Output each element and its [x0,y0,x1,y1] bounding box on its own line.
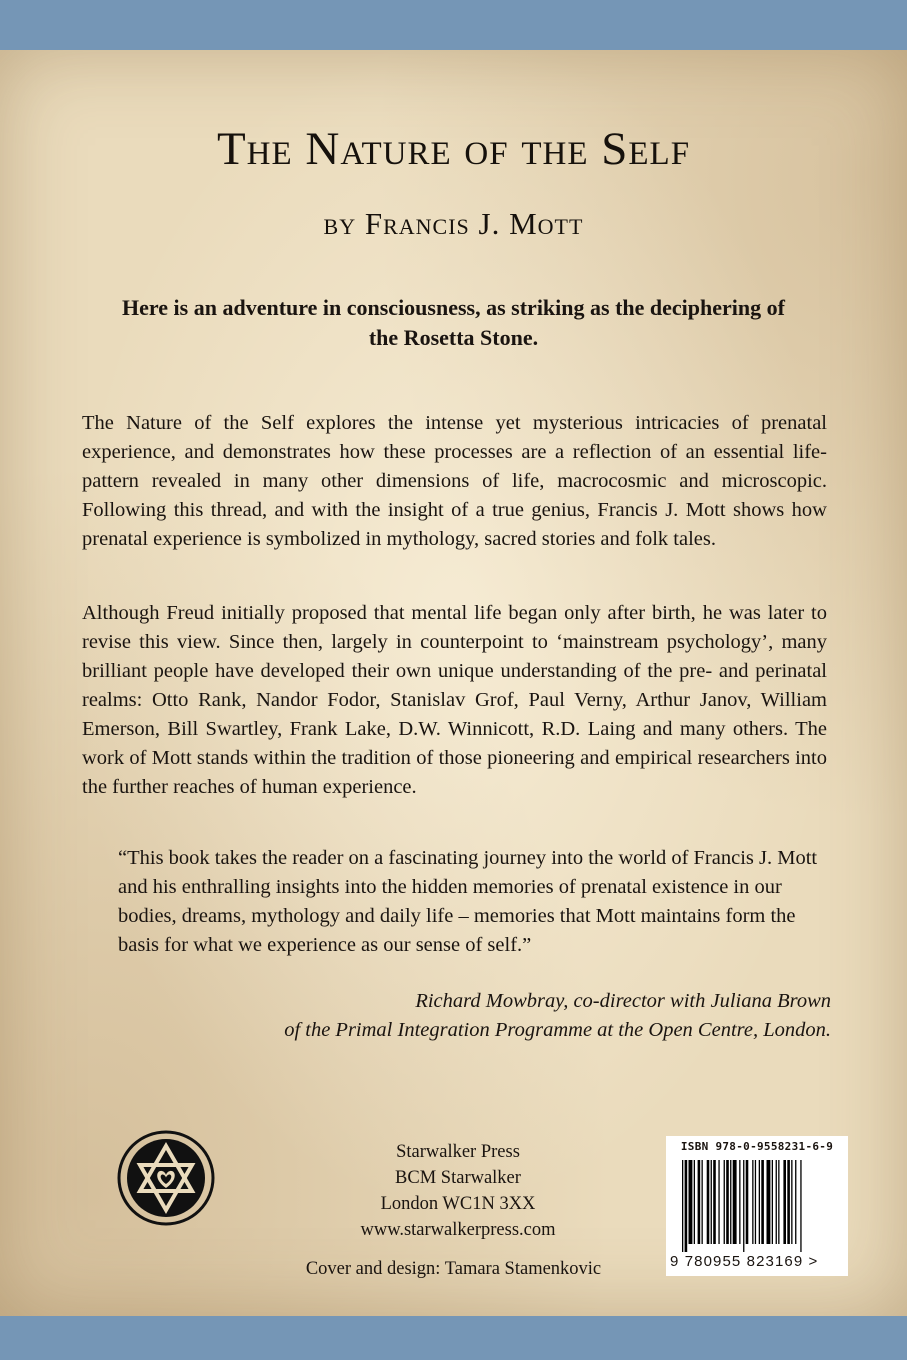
book-title: The Nature of the Self [216,123,691,175]
publisher-website[interactable]: www.starwalkerpress.com [360,1220,556,1240]
barcode-bar [800,1160,801,1252]
barcode-bar [726,1160,729,1244]
attribution-line-1: Richard Mowbray, co-director with Juliana Brown [415,990,831,1012]
description-paragraph-2: Although Freud initially proposed that mental life began only after birth, he was later to revise this view. Since then, largely in counterpoint to ‘mainstream psychology’, many brilliant people have developed their own unique understanding of the pre- and perinatal realms: Otto Rank, Nandor Fodor, Stanislav Grof, Paul Verny, Arthur Janov, William Emerson, Bill Swartley, Frank Lake, D.W. Winnicott, R.D. Laing and many others. The work of Mott stands within the tradition of those pioneering and empirical researchers into the further reaches of human experience. [82,602,827,798]
barcode-bars [680,1160,834,1252]
star-of-david-heart-emblem-icon [116,1128,216,1228]
isbn-label: ISBN 978-0-9558231-6-9 [680,1140,834,1153]
barcode-bar [733,1160,737,1244]
barcode-bar [694,1160,695,1244]
barcode-bar [776,1160,777,1244]
barcode-bar [778,1160,779,1244]
barcode-bar [795,1160,796,1244]
barcode-digits: 9 780955 823169 > [670,1253,819,1270]
barcode-bar [739,1160,740,1244]
barcode-bar [787,1160,790,1244]
endorsement-quote: “This book takes the reader on a fascinating journey into the world of Francis J. Mott and his enthralling insights into the hidden memories of prenatal existence in our bodies, dreams, mythology and daily life – memories that Mott maintains form the basis for what we experience as our sense of self.” [118,847,818,956]
publisher-block [290,1139,626,1243]
barcode-bar [718,1160,719,1244]
publisher-address-1: BCM Starwalker [395,1168,521,1188]
isbn-barcode [666,1136,848,1276]
barcode-bar [711,1160,712,1244]
attribution-line-2: of the Primal Integration Programme at the Open Centre, London. [284,1019,831,1041]
barcode-bar [755,1160,756,1244]
publisher-address-2: London WC1N 3XX [380,1194,536,1214]
barcode-bar [682,1160,683,1252]
barcode-bar [724,1160,725,1244]
tagline: Here is an adventure in consciousness, as striking as the deciphering of the Rosetta Stone. [122,295,785,350]
barcode-bar [761,1160,764,1244]
design-credit: Cover and design: Tamara Stamenkovic [305,1259,602,1279]
barcode-bar [767,1160,771,1244]
author-line: by Francis J. Mott [323,206,584,241]
description-paragraph-1: The Nature of the Self explores the intense yet mysterious intricacies of prenatal experience, and demonstrates how these processes are a reflection of an essential life-pattern revealed in many other dimensions of life, macrocosmic and microscopic. Following this thread, and with the insight of a true genius, Francis J. Mott shows how prenatal experience is symbolized in mythology, sacred stories and folk tales. [82,412,827,550]
barcode-bar [791,1160,792,1244]
quote-attribution [160,987,831,1045]
barcode-bar [702,1160,703,1244]
barcode-bar [743,1160,744,1252]
barcode-bar [685,1160,688,1252]
barcode-bar [746,1160,749,1244]
barcode-bar [772,1160,773,1244]
barcode-bar [783,1160,786,1244]
barcode-bar [707,1160,710,1244]
barcode-bar [759,1160,760,1244]
barcode-bar [730,1160,731,1244]
barcode-bar [689,1160,693,1244]
barcode-bar [698,1160,701,1244]
barcode-bar [713,1160,716,1244]
barcode-bar [752,1160,753,1244]
publisher-name: Starwalker Press [396,1142,520,1162]
